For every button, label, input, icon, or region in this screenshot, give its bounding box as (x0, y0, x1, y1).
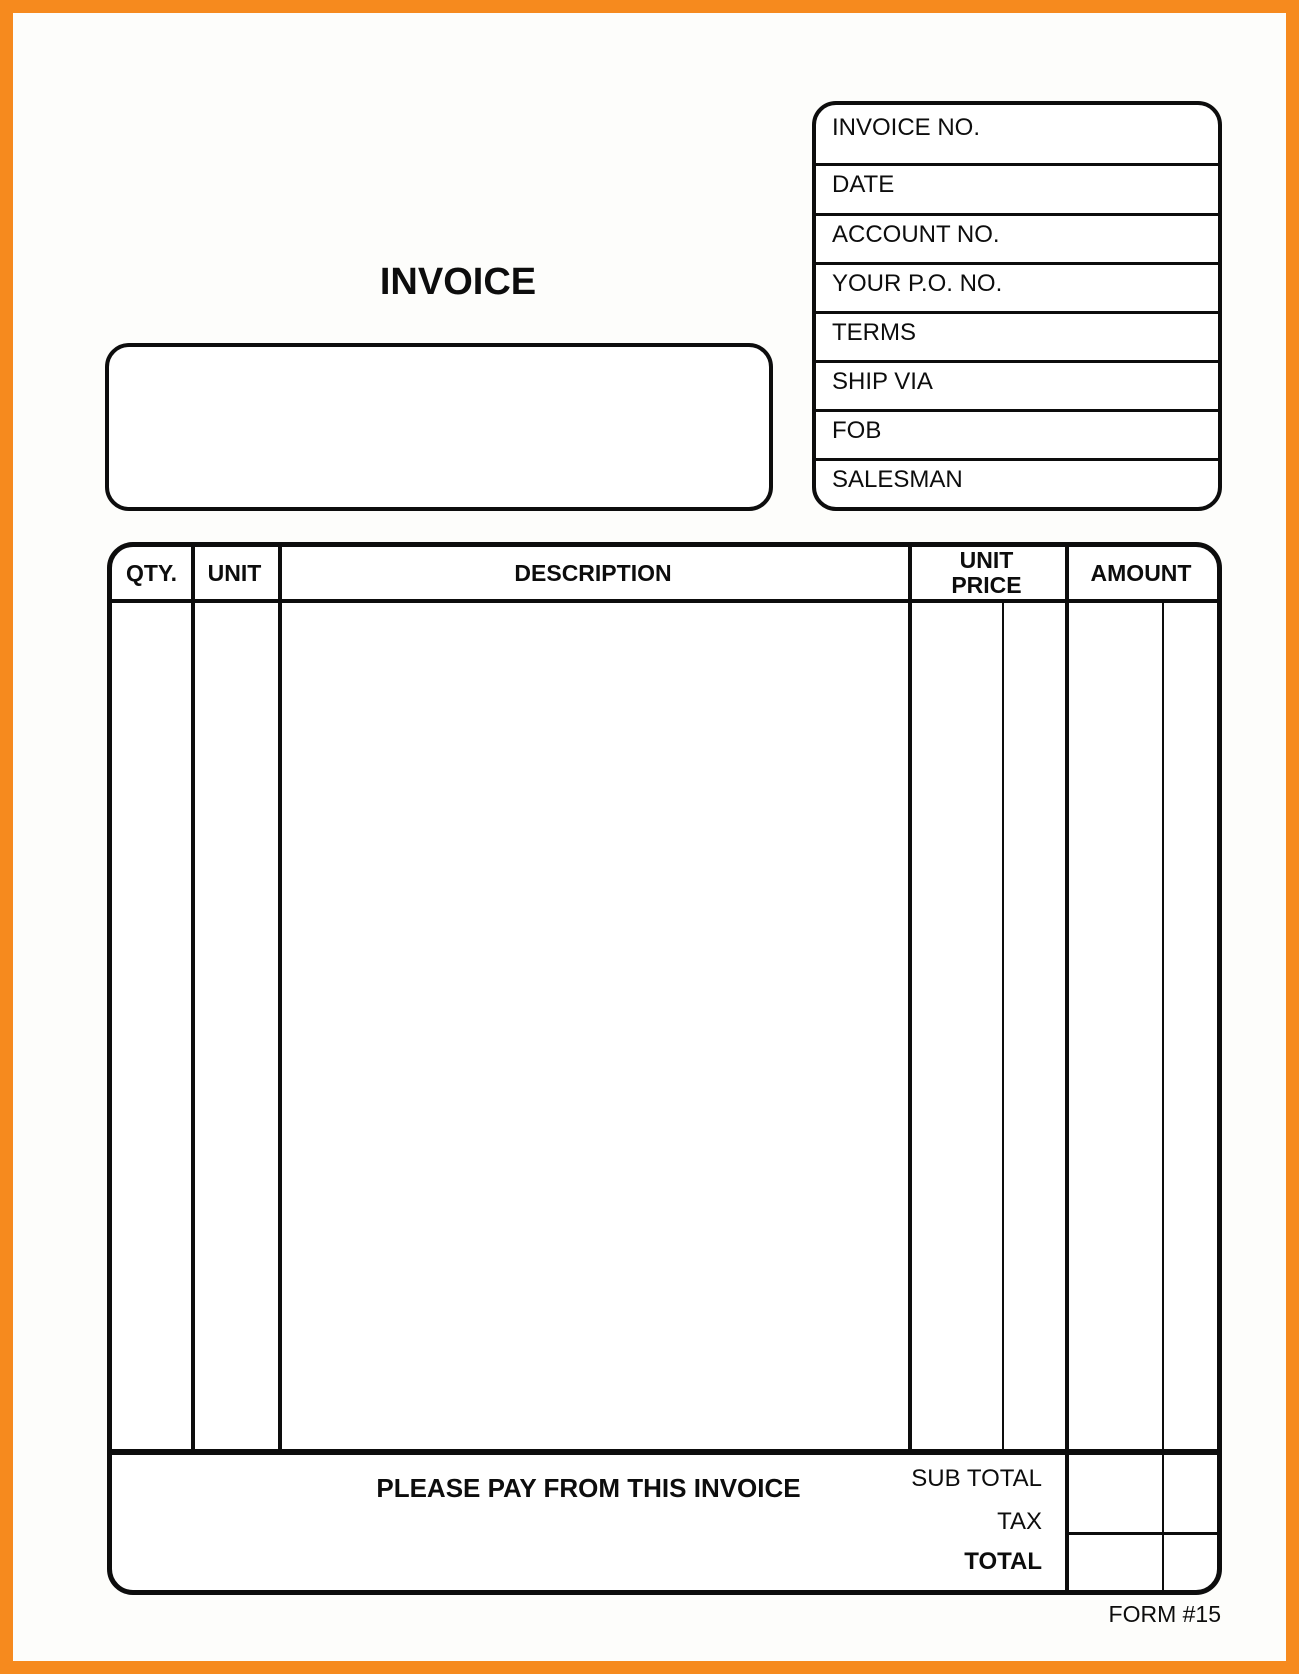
total-amount-field[interactable] (1065, 1535, 1217, 1590)
unit-price-column-field[interactable] (908, 599, 1065, 1449)
unit-price-column-header: UNIT PRICE (951, 547, 1022, 598)
fob-label: FOB (832, 416, 882, 444)
qty-column-header: QTY. (125, 559, 178, 586)
tax-label: TAX (997, 1508, 1042, 1535)
invoice-info-box (812, 101, 1222, 511)
line-items-table (107, 542, 1222, 1595)
fob-field[interactable] (816, 409, 1218, 458)
page-title: INVOICE (379, 261, 537, 303)
date-field[interactable] (816, 163, 1218, 212)
account-no-field[interactable] (816, 213, 1218, 262)
description-column-header: DESCRIPTION (514, 559, 672, 586)
po-no-field[interactable] (816, 262, 1218, 311)
address-field[interactable] (105, 343, 773, 511)
unit-column-field[interactable] (191, 599, 278, 1449)
terms-label: TERMS (832, 318, 916, 346)
salesman-field[interactable] (816, 458, 1218, 507)
description-column-field[interactable] (278, 599, 908, 1449)
invoice-no-label: INVOICE NO. (832, 114, 981, 141)
salesman-label: SALESMAN (832, 465, 963, 493)
date-label: DATE (832, 171, 895, 199)
subtotal-tax-amount-field[interactable] (1065, 1453, 1217, 1532)
unit-column-header: UNIT (207, 559, 262, 586)
account-no-label: ACCOUNT NO. (832, 220, 1000, 248)
qty-column-field[interactable] (112, 599, 191, 1449)
please-pay-message: PLEASE PAY FROM THIS INVOICE (376, 1473, 801, 1503)
invoice-no-field[interactable] (816, 105, 1218, 163)
ship-via-field[interactable] (816, 360, 1218, 409)
amount-column-field[interactable] (1065, 599, 1217, 1449)
total-label: TOTAL (964, 1548, 1042, 1575)
ship-via-label: SHIP VIA (832, 367, 933, 395)
terms-field[interactable] (816, 311, 1218, 360)
form-number: FORM #15 (1108, 1601, 1221, 1627)
amount-column-header: AMOUNT (1090, 559, 1192, 586)
subtotal-label: SUB TOTAL (911, 1465, 1042, 1492)
po-no-label: YOUR P.O. NO. (832, 269, 1003, 297)
